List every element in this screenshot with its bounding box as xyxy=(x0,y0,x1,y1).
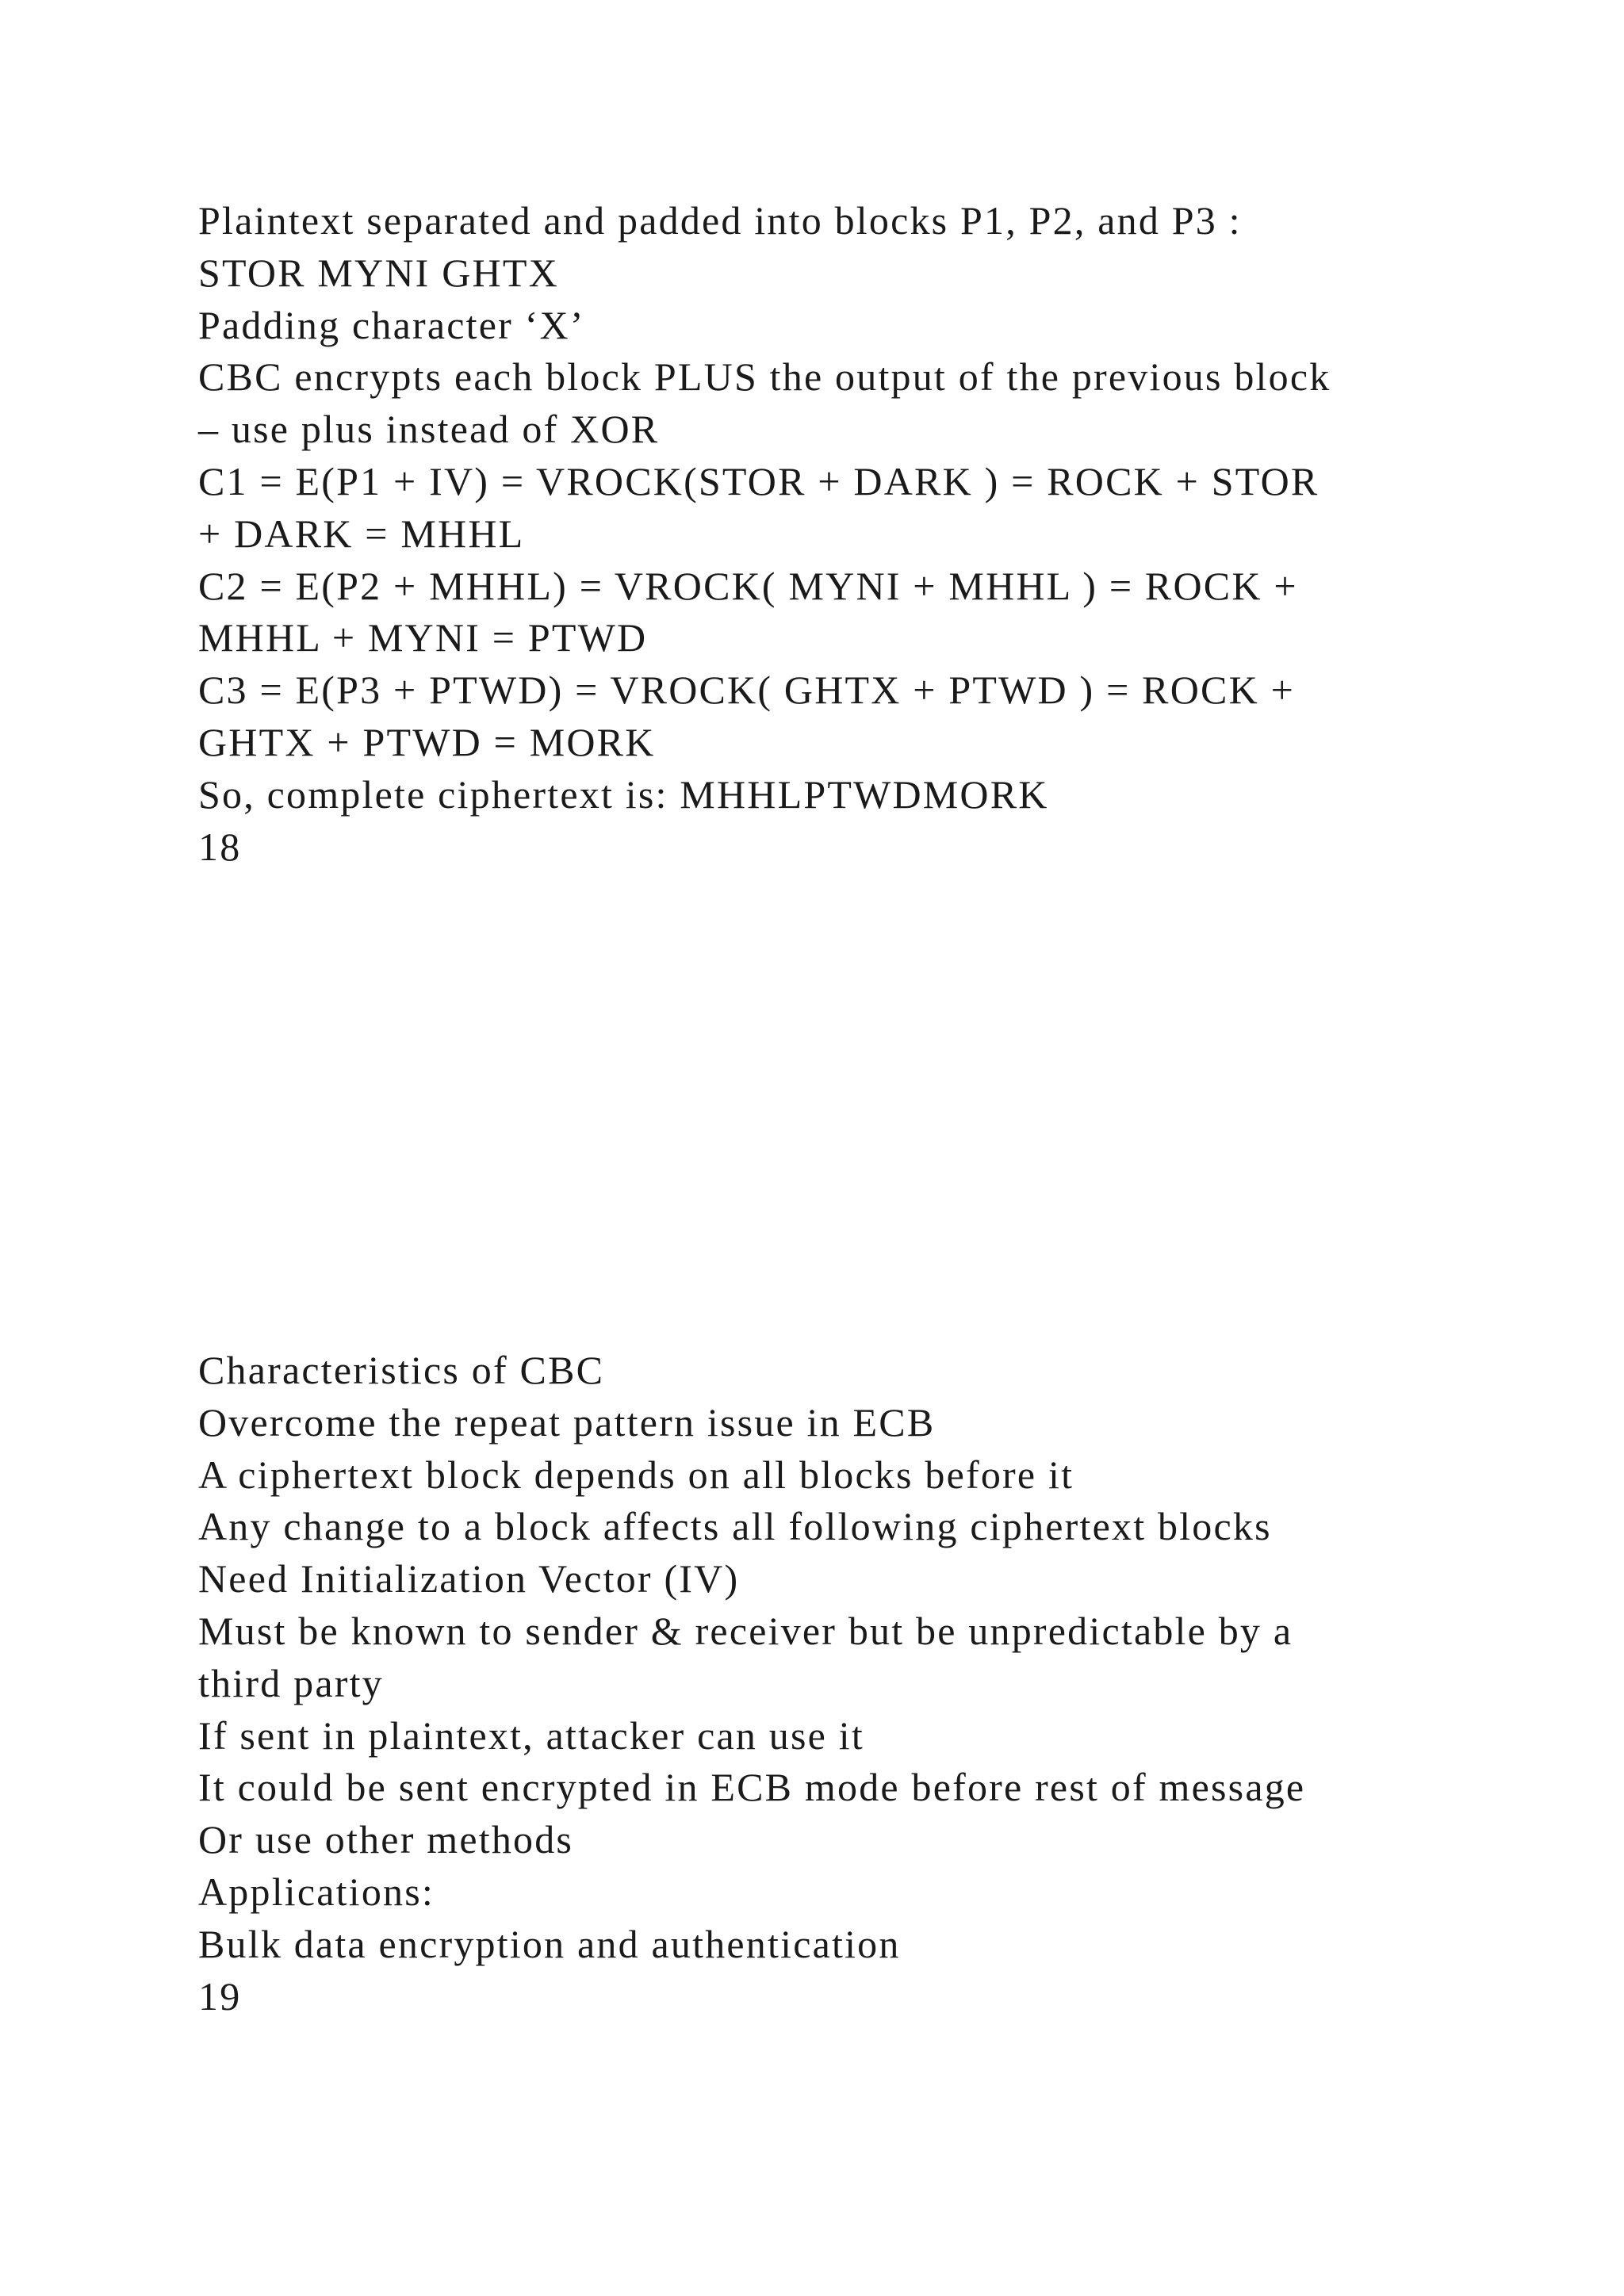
text-line: C1 = E(P1 + IV) = VROCK(STOR + DARK ) = ROCK + STOR xyxy=(198,458,1320,503)
text-line: + DARK = MHHL xyxy=(198,511,525,556)
text-line: Any change to a block affects all following ciphertext blocks xyxy=(198,1504,1272,1549)
text-line: Or use other methods xyxy=(198,1817,574,1862)
text-line: – use plus instead of XOR xyxy=(198,407,660,452)
text-line: It could be sent encrypted in ECB mode before rest of message xyxy=(198,1765,1306,1810)
text-line: GHTX + PTWD = MORK xyxy=(198,719,656,764)
text-line: C3 = E(P3 + PTWD) = VROCK( GHTX + PTWD ) = ROCK + xyxy=(198,668,1295,713)
text-line: If sent in plaintext, attacker can use it xyxy=(198,1712,864,1758)
text-line: CBC encrypts each block PLUS the output of the previous block xyxy=(198,354,1331,400)
page-number: 19 xyxy=(198,1973,242,2019)
text-line: A ciphertext block depends on all blocks before it xyxy=(198,1452,1074,1497)
text-line: C2 = E(P2 + MHHL) = VROCK( MYNI + MHHL ) = ROCK + xyxy=(198,563,1298,608)
text-line: Bulk data encryption and authentication xyxy=(198,1921,901,1966)
text-line: Must be known to sender & receiver but be unpredictable by a xyxy=(198,1608,1293,1653)
cbc-characteristics-section xyxy=(198,1345,1467,2022)
text-line: Padding character ‘X’ xyxy=(198,302,585,347)
cbc-example-section xyxy=(198,195,1467,873)
text-line: Need Initialization Vector (IV) xyxy=(198,1556,740,1601)
page-number: 18 xyxy=(198,824,242,869)
text-line: MHHL + MYNI = PTWD xyxy=(198,615,648,660)
text-line: STOR MYNI GHTX xyxy=(198,250,559,295)
text-line: Applications: xyxy=(198,1869,435,1914)
text-line: third party xyxy=(198,1660,384,1705)
text-line: Overcome the repeat pattern issue in ECB xyxy=(198,1399,936,1445)
section-heading: Characteristics of CBC xyxy=(198,1348,605,1392)
text-line: Plaintext separated and padded into blocks P1, P2, and P3 : xyxy=(198,198,1242,243)
text-line: So, complete ciphertext is: MHHLPTWDMORK xyxy=(198,771,1049,817)
